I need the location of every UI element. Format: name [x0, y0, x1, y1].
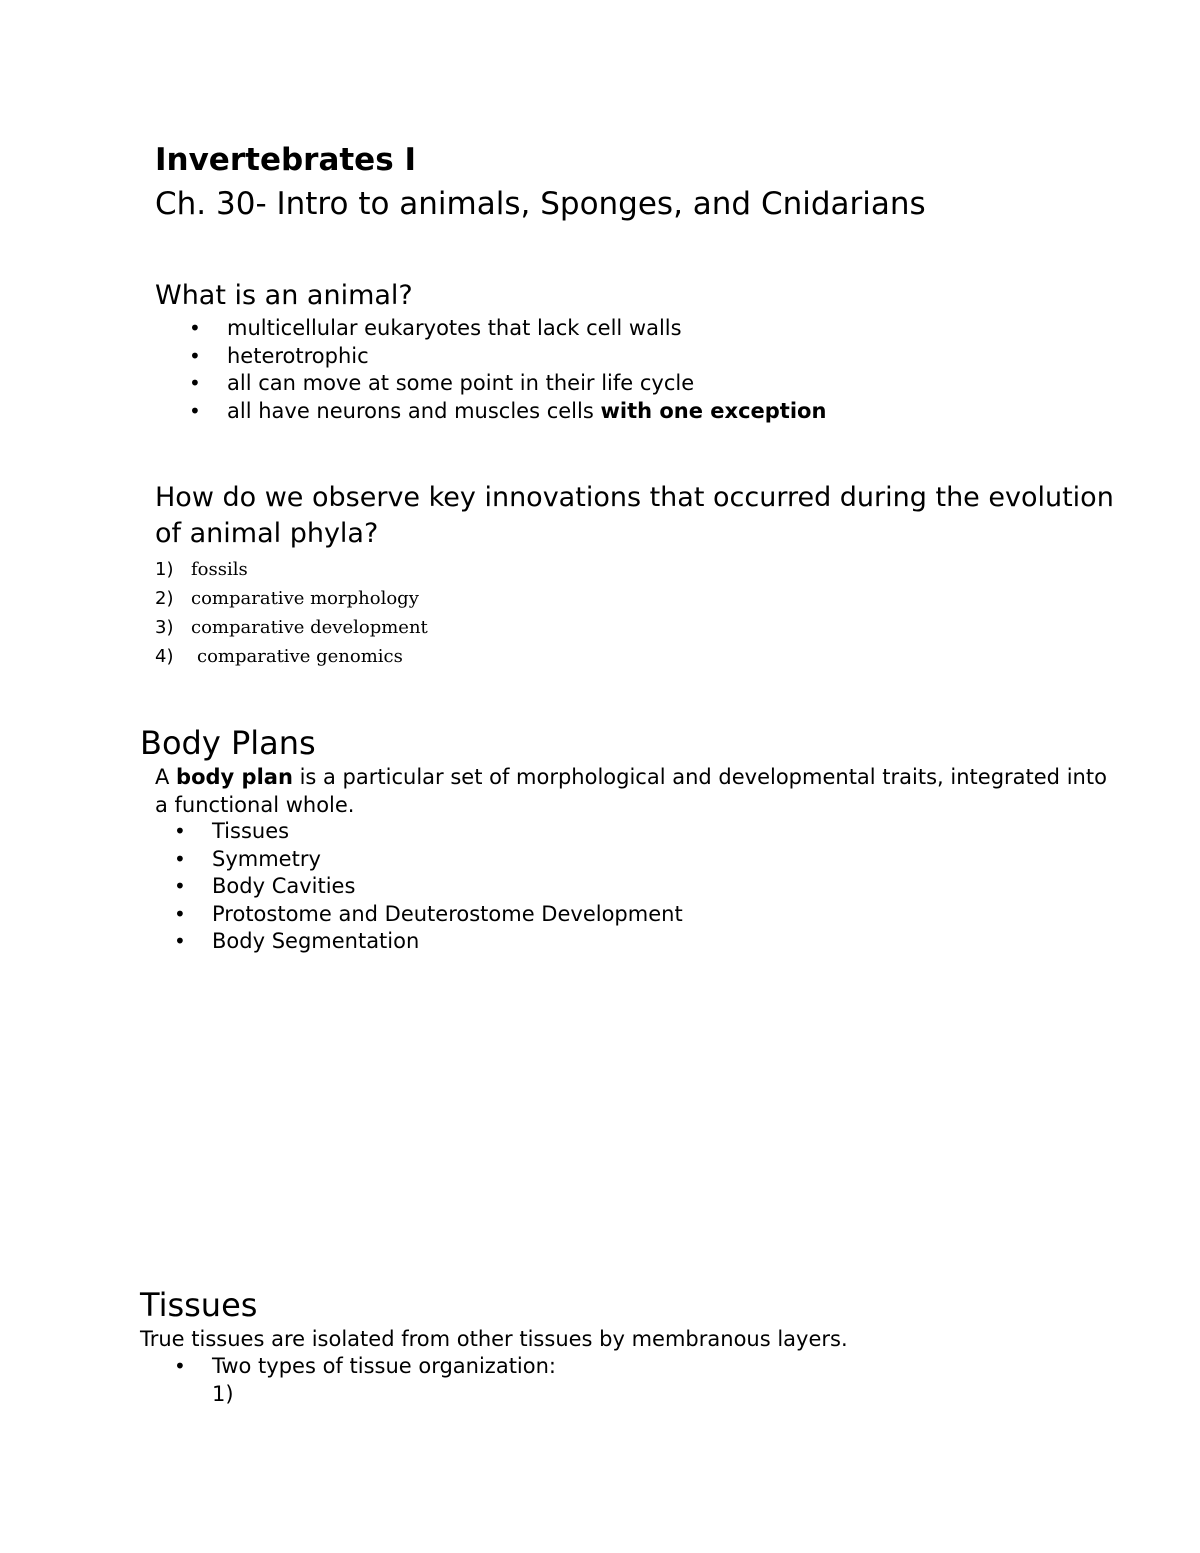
bullet-icon: •: [174, 819, 186, 843]
list-item: • Tissues: [212, 818, 683, 846]
bold-term: body plan: [176, 765, 293, 789]
bullet-icon: •: [174, 874, 186, 898]
list-item: • Two types of tissue organization:: [212, 1353, 556, 1381]
bullet-icon: •: [189, 343, 201, 368]
bullet-icon: •: [189, 371, 201, 395]
document-subtitle: Ch. 30- Intro to animals, Sponges, and Cnidarians: [155, 186, 926, 222]
bullet-icon: •: [174, 1354, 186, 1378]
tissues-heading: Tissues: [140, 1286, 258, 1324]
list-item: 3) comparative development: [155, 617, 428, 638]
innovations-question-heading: How do we observe key innovations that occurred during the evolution of animal phyla?: [155, 482, 1114, 549]
bullet-icon: •: [189, 398, 201, 423]
innovations-numbered-list: [155, 555, 428, 671]
body-plan-definition: A body plan is a particular set of morphological and developmental traits, integrated into a functional whole.: [155, 765, 1107, 817]
list-item: • Body Cavities: [212, 873, 683, 901]
body-plan-bullet-list: [174, 818, 683, 956]
list-item: • Symmetry: [212, 846, 683, 874]
list-item: • Body Segmentation: [212, 928, 683, 956]
body-plans-heading: Body Plans: [140, 724, 316, 762]
animal-question-heading: What is an animal?: [155, 280, 413, 311]
bullet-icon: •: [174, 929, 186, 953]
tissues-bullet-list: [174, 1353, 556, 1381]
animal-bullet-list: [189, 315, 827, 425]
list-item: 1) fossils: [155, 559, 248, 580]
document-title: Invertebrates I: [155, 142, 416, 178]
list-item: • multicellular eukaryotes that lack cell walls: [227, 315, 826, 343]
bullet-icon: •: [174, 846, 186, 871]
list-item: • all have neurons and muscles cells with one exception: [227, 398, 826, 426]
list-item: • Protostome and Deuterostome Development: [212, 901, 683, 929]
bold-emphasis: with one exception: [600, 398, 827, 423]
tissues-paragraph: True tissues are isolated from other tissues by membranous layers.: [140, 1327, 848, 1351]
tissue-organization-number: 1): [212, 1382, 234, 1406]
bullet-icon: •: [174, 901, 186, 926]
list-item: 4) comparative genomics: [155, 646, 403, 667]
list-item: • heterotrophic: [227, 343, 826, 371]
list-item: • all can move at some point in their life cycle: [227, 370, 826, 398]
list-item: 2) comparative morphology: [155, 588, 419, 609]
bullet-icon: •: [189, 316, 201, 340]
